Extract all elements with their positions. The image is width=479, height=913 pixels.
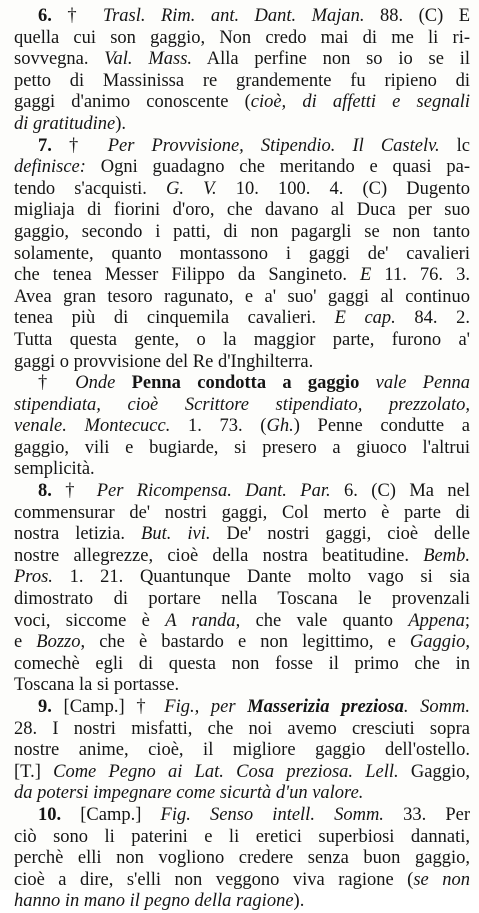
text-line <box>14 719 470 741</box>
text-line <box>14 265 470 287</box>
text-line <box>14 632 470 654</box>
text-segment: vale Penna <box>359 373 470 394</box>
text-segment: Gaggio <box>409 632 466 653</box>
text-line <box>14 287 470 309</box>
text-line <box>14 567 470 589</box>
text-segment: che tenea Messer Filippo da Sanginetо. <box>14 265 361 286</box>
text-segment: quella cui son gaggio, Non credo mai di me li ri- <box>14 27 470 48</box>
text-line <box>14 891 470 913</box>
text-line <box>14 373 470 395</box>
text-line <box>14 395 470 417</box>
text-segment: Come Pegno ai Lat. Cosa preziosa. Lell. <box>53 761 399 782</box>
text-segment: solamente, quanto montassono i gaggi de' cavalieri <box>14 243 470 264</box>
text-segment: 28. I nostri misfatti, che noi avemo cresciuti sopra <box>14 718 470 739</box>
text-line <box>14 222 470 244</box>
text-line <box>14 71 470 93</box>
text-segment: ; <box>464 610 470 631</box>
text-segment: Per Ricompensa. Dant. Par. <box>96 481 331 502</box>
text-segment: di gratitudine <box>14 113 116 134</box>
text-segment: se non <box>413 869 470 890</box>
text-line <box>14 675 470 697</box>
text-segment: gaggio, secondo i patti, di non pagargli se non tanto <box>14 221 470 242</box>
text-segment: † <box>51 481 97 502</box>
text-segment: tendo s'acquisti. <box>14 178 167 199</box>
text-line <box>14 459 470 481</box>
text-segment: † <box>51 6 103 26</box>
text-line <box>14 848 470 870</box>
text-segment: nostra letizia. <box>14 524 142 545</box>
text-line <box>14 546 470 568</box>
text-segment: cioè a dire, s'elli non veggono viva ragione ( <box>14 869 414 890</box>
text-segment: Penna condotta a gaggio <box>131 373 360 394</box>
text-line <box>14 697 470 719</box>
text-segment: But. ivi. <box>141 524 211 545</box>
text-line <box>14 416 470 438</box>
text-segment: Fig., per <box>164 697 248 717</box>
text-line <box>14 783 470 805</box>
text-line <box>14 352 470 374</box>
text-segment: nostre allegrezze, cioè della nostra beatitudine. <box>14 545 424 566</box>
text-segment: [T.] <box>14 761 54 782</box>
text-segment: [Camp.] <box>61 804 161 825</box>
text-line <box>14 49 470 71</box>
text-segment: dimostrato di portare nella Toscana le provenzali <box>14 589 470 610</box>
text-segment: hanno in mano il pegno della ragione <box>14 891 294 912</box>
text-segment: Ogni guadagno che meritando e quasi pa- <box>85 157 470 178</box>
text-line <box>14 503 470 525</box>
text-segment: gaggi o provvisione del Re d'Inghilterra. <box>14 351 314 372</box>
text-segment: Gaggio, <box>398 761 470 782</box>
text-line <box>14 308 470 330</box>
text-segment: 10. 100. 4. (C) Dugento <box>216 178 470 199</box>
text-segment: petto di Massinissa re grandemente fu ripieno di <box>14 70 470 91</box>
text-segment: De' nostri gaggi, cioè delle <box>210 524 470 545</box>
text-line <box>14 524 470 546</box>
text-segment: Avea gran tesoro ragunato, e a' suo' gaggi al continuo <box>14 286 470 307</box>
text-segment: lc <box>439 135 470 156</box>
text-segment: commensurar de' nostri gaggi, Col merto è parte di <box>14 502 470 523</box>
text-segment: ciò sono li paterini e li eretici superbiosi dannati, <box>14 826 470 847</box>
text-segment: nostre anime, cioè, il migliore gaggio dell'ostello. <box>14 740 470 761</box>
text-segment: † <box>51 135 108 156</box>
text-segment: 33. Per <box>383 804 470 825</box>
text-segment: semplicità. <box>14 459 95 480</box>
text-segment: Gh. <box>266 416 294 437</box>
text-segment: ). <box>293 891 305 912</box>
text-segment: 11. 76. 3. <box>371 265 470 286</box>
text-segment: . Somm. <box>403 697 470 717</box>
text-segment: , che vale quanto <box>235 610 409 631</box>
text-line <box>14 157 470 179</box>
text-segment: ). <box>115 113 127 134</box>
text-segment: sovvegna. <box>14 49 105 70</box>
text-segment: comechè egli di questa non fosse il primo che in <box>14 653 470 674</box>
text-segment: Masserizia preziosa <box>247 697 404 717</box>
text-segment: migliaja di fiorini d'oro, che davano al Duca per suo <box>14 200 470 221</box>
text-line <box>14 589 470 611</box>
text-segment: 6. <box>38 6 52 26</box>
text-segment: 1. 73. ( <box>170 416 267 437</box>
text-segment: Tutta questa gente, o la maggior parte, furono a' <box>14 329 470 350</box>
text-segment: tenea più di cinquemila cavalieri. <box>14 308 335 329</box>
text-segment: 84. 2. <box>395 308 470 329</box>
text-segment: gaggi d'animo conoscente ( <box>14 92 251 113</box>
text-line <box>14 827 470 849</box>
text-line <box>14 28 470 50</box>
text-segment: Bozzo <box>36 632 81 653</box>
text-line <box>14 438 470 460</box>
text-line <box>14 611 470 633</box>
text-segment: [Camp.] † <box>51 697 165 717</box>
text-line <box>14 136 470 158</box>
text-segment: G. V. <box>166 178 217 199</box>
text-segment: 1. 21. Quantunque Dante molto vago si sia <box>52 567 470 588</box>
text-segment: da potersi impegnare come sicurtà d'un valore. <box>14 783 364 804</box>
dictionary-text-body <box>14 6 470 913</box>
text-segment: 88. (C) E <box>364 6 470 26</box>
text-segment: E cap. <box>334 308 396 329</box>
text-segment: definisce: <box>14 157 86 178</box>
text-segment: gaggio, vili e bugiarde, si presero a giuoco l'altrui <box>14 437 470 458</box>
text-line <box>14 762 470 784</box>
text-line <box>14 870 470 892</box>
text-segment: ) Penne condutte a <box>293 416 470 437</box>
text-segment: e <box>14 632 37 653</box>
text-segment: 9. <box>38 697 52 717</box>
text-line <box>14 330 470 352</box>
text-segment: E <box>360 265 372 286</box>
text-segment: 6. (C) Ma nel <box>330 481 470 502</box>
text-segment: , <box>465 632 470 653</box>
text-line <box>14 200 470 222</box>
text-line <box>14 114 470 136</box>
text-segment: Per Provvisione, Stipendio. Il Castelv. <box>107 135 440 156</box>
text-segment: venale. Montecucc. <box>14 416 171 437</box>
text-segment: Pros. <box>14 567 53 588</box>
text-line <box>14 805 470 827</box>
text-segment: Bemb. <box>423 545 470 566</box>
text-segment: stipendiata, cioè Scrittore stipendiato, prezzolato, <box>14 394 470 415</box>
text-segment: perchè elli non vogliono credere senza buon gaggio, <box>14 848 470 869</box>
text-line <box>14 179 470 201</box>
text-segment: 10. <box>38 804 62 825</box>
text-segment: 7. <box>38 135 52 156</box>
text-segment: 8. <box>38 481 52 502</box>
text-line <box>14 654 470 676</box>
text-segment: † <box>38 373 76 394</box>
text-segment: cioè, di affetti e segnali <box>250 92 470 113</box>
text-segment: Val. Mass. <box>104 49 193 70</box>
text-segment: Trasl. Rim. ant. Dant. Majan. <box>102 6 365 26</box>
text-segment: Onde <box>75 373 132 394</box>
text-line <box>14 481 470 503</box>
text-segment: A randa <box>165 610 236 631</box>
text-line <box>14 244 470 266</box>
text-line <box>14 92 470 114</box>
text-segment: Appena <box>408 610 465 631</box>
text-segment: voci, siccome è <box>14 610 166 631</box>
text-line <box>14 740 470 762</box>
text-segment: , che è bastardo e non legittimo, e <box>80 632 410 653</box>
text-line <box>14 6 470 28</box>
text-segment: Toscana la si portasse. <box>14 675 180 696</box>
text-segment: Fig. Senso intell. Somm. <box>160 804 384 825</box>
text-segment: Alla perfine non so io se il <box>192 49 470 70</box>
